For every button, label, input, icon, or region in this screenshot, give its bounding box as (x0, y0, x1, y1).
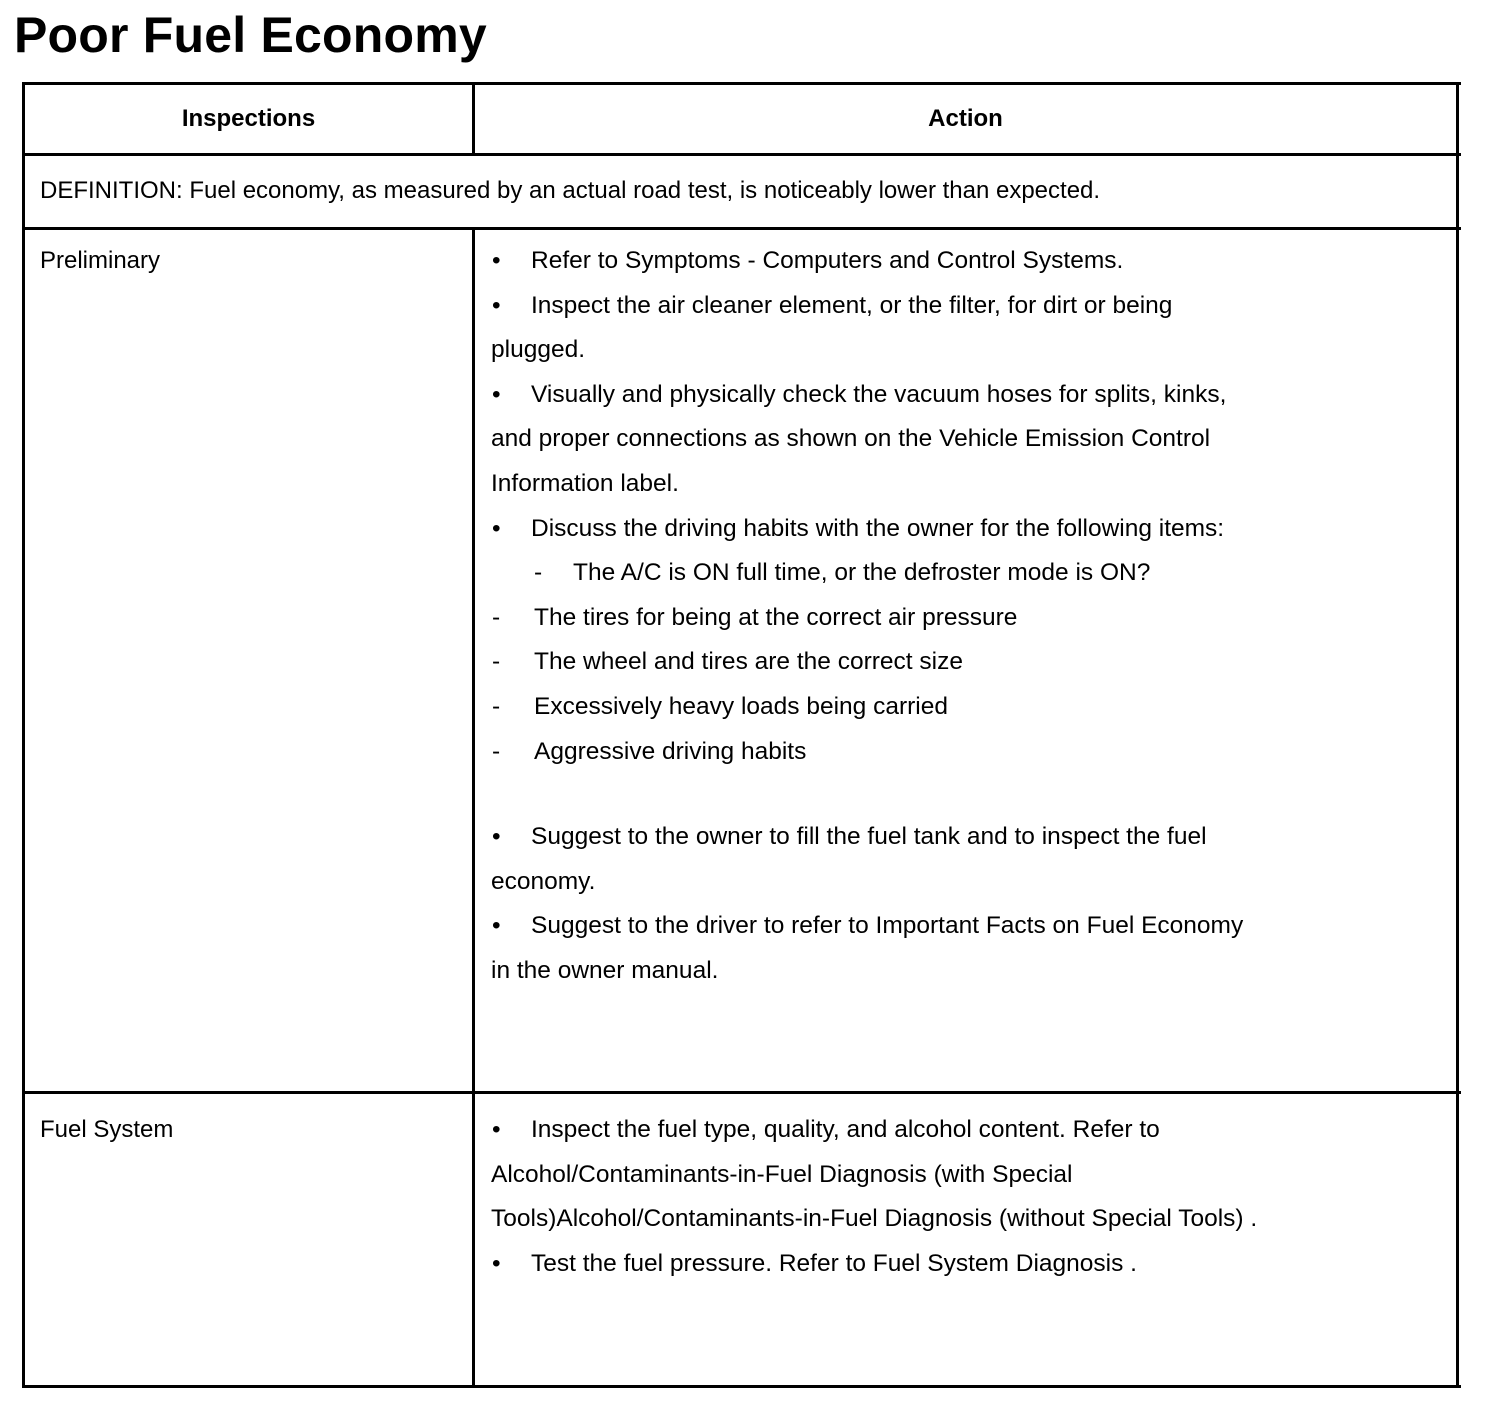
list-item: • Suggest to the owner to fill the fuel tank and to inspect the fuel (491, 815, 1243, 860)
list-item: • Refer to Symptoms - Computers and Control Systems. (491, 239, 1243, 284)
bullet-marker: • (492, 1116, 501, 1143)
preliminary-action-list (491, 239, 1243, 994)
dash-marker: - (534, 559, 543, 587)
bullet-marker: • (492, 823, 501, 851)
definition-bottom-border (22, 227, 1461, 230)
inspection-fuel-system: Fuel System (40, 1116, 174, 1143)
list-item-continuation: Information label. (491, 469, 679, 497)
list-item-continuation: plugged. (491, 336, 586, 364)
list-item-continuation: Alcohol/Contaminants-in-Fuel Diagnosis (with Special (491, 1160, 1073, 1188)
fuel-system-action-list (491, 1108, 1257, 1286)
dash-marker: - (492, 603, 501, 631)
list-item-continuation: economy. (491, 867, 596, 895)
bullet-marker: • (492, 912, 501, 940)
sub-list-item: - The wheel and tires are the correct size (491, 640, 1243, 685)
table-left-border (22, 82, 25, 1388)
page-title: Poor Fuel Economy (14, 7, 487, 63)
list-spacer (491, 774, 1243, 815)
table-bottom-border (22, 1385, 1461, 1388)
table-right-border (1456, 82, 1459, 1388)
dash-marker: - (492, 737, 501, 765)
bullet-marker: • (492, 291, 501, 319)
list-item: • Visually and physically check the vacuum hoses for splits, kinks, (491, 373, 1243, 418)
action-column-header: Action (928, 105, 1003, 132)
dash-marker: - (492, 692, 501, 720)
bullet-marker: • (492, 380, 501, 408)
inspection-preliminary: Preliminary (40, 247, 161, 274)
sub-list-item: - Aggressive driving habits (491, 730, 1243, 775)
list-item: • Test the fuel pressure. Refer to Fuel System Diagnosis . (491, 1242, 1257, 1287)
bullet-marker: • (492, 1249, 501, 1277)
row-divider (22, 1091, 1461, 1094)
definition-text: DEFINITION: Fuel economy, as measured by an actual road test, is noticeably lower than expected. (40, 177, 1101, 204)
bullet-marker: • (492, 514, 501, 542)
inspections-column-header: Inspections (181, 105, 316, 132)
list-item: • Discuss the driving habits with the owner for the following items: (491, 507, 1243, 552)
bullet-marker: • (492, 247, 501, 274)
sub-list-item: - The A/C is ON full time, or the defroster mode is ON? (491, 551, 1243, 596)
list-item: • Inspect the fuel type, quality, and alcohol content. Refer to (491, 1108, 1257, 1153)
list-item: • Inspect the air cleaner element, or the filter, for dirt or being (491, 284, 1243, 329)
dash-marker: - (492, 648, 501, 676)
list-item-continuation: and proper connections as shown on the Vehicle Emission Control (491, 425, 1211, 453)
list-item: • Suggest to the driver to refer to Important Facts on Fuel Economy (491, 904, 1243, 949)
sub-list-item: - Excessively heavy loads being carried (491, 685, 1243, 730)
list-item-continuation: Tools)Alcohol/Contaminants-in-Fuel Diagnosis (without Special Tools) . (491, 1205, 1258, 1233)
column-divider-body (472, 227, 475, 1388)
header-bottom-border (22, 153, 1461, 156)
list-item-continuation: in the owner manual. (491, 956, 719, 984)
sub-list-item: - The tires for being at the correct air pressure (491, 596, 1243, 641)
